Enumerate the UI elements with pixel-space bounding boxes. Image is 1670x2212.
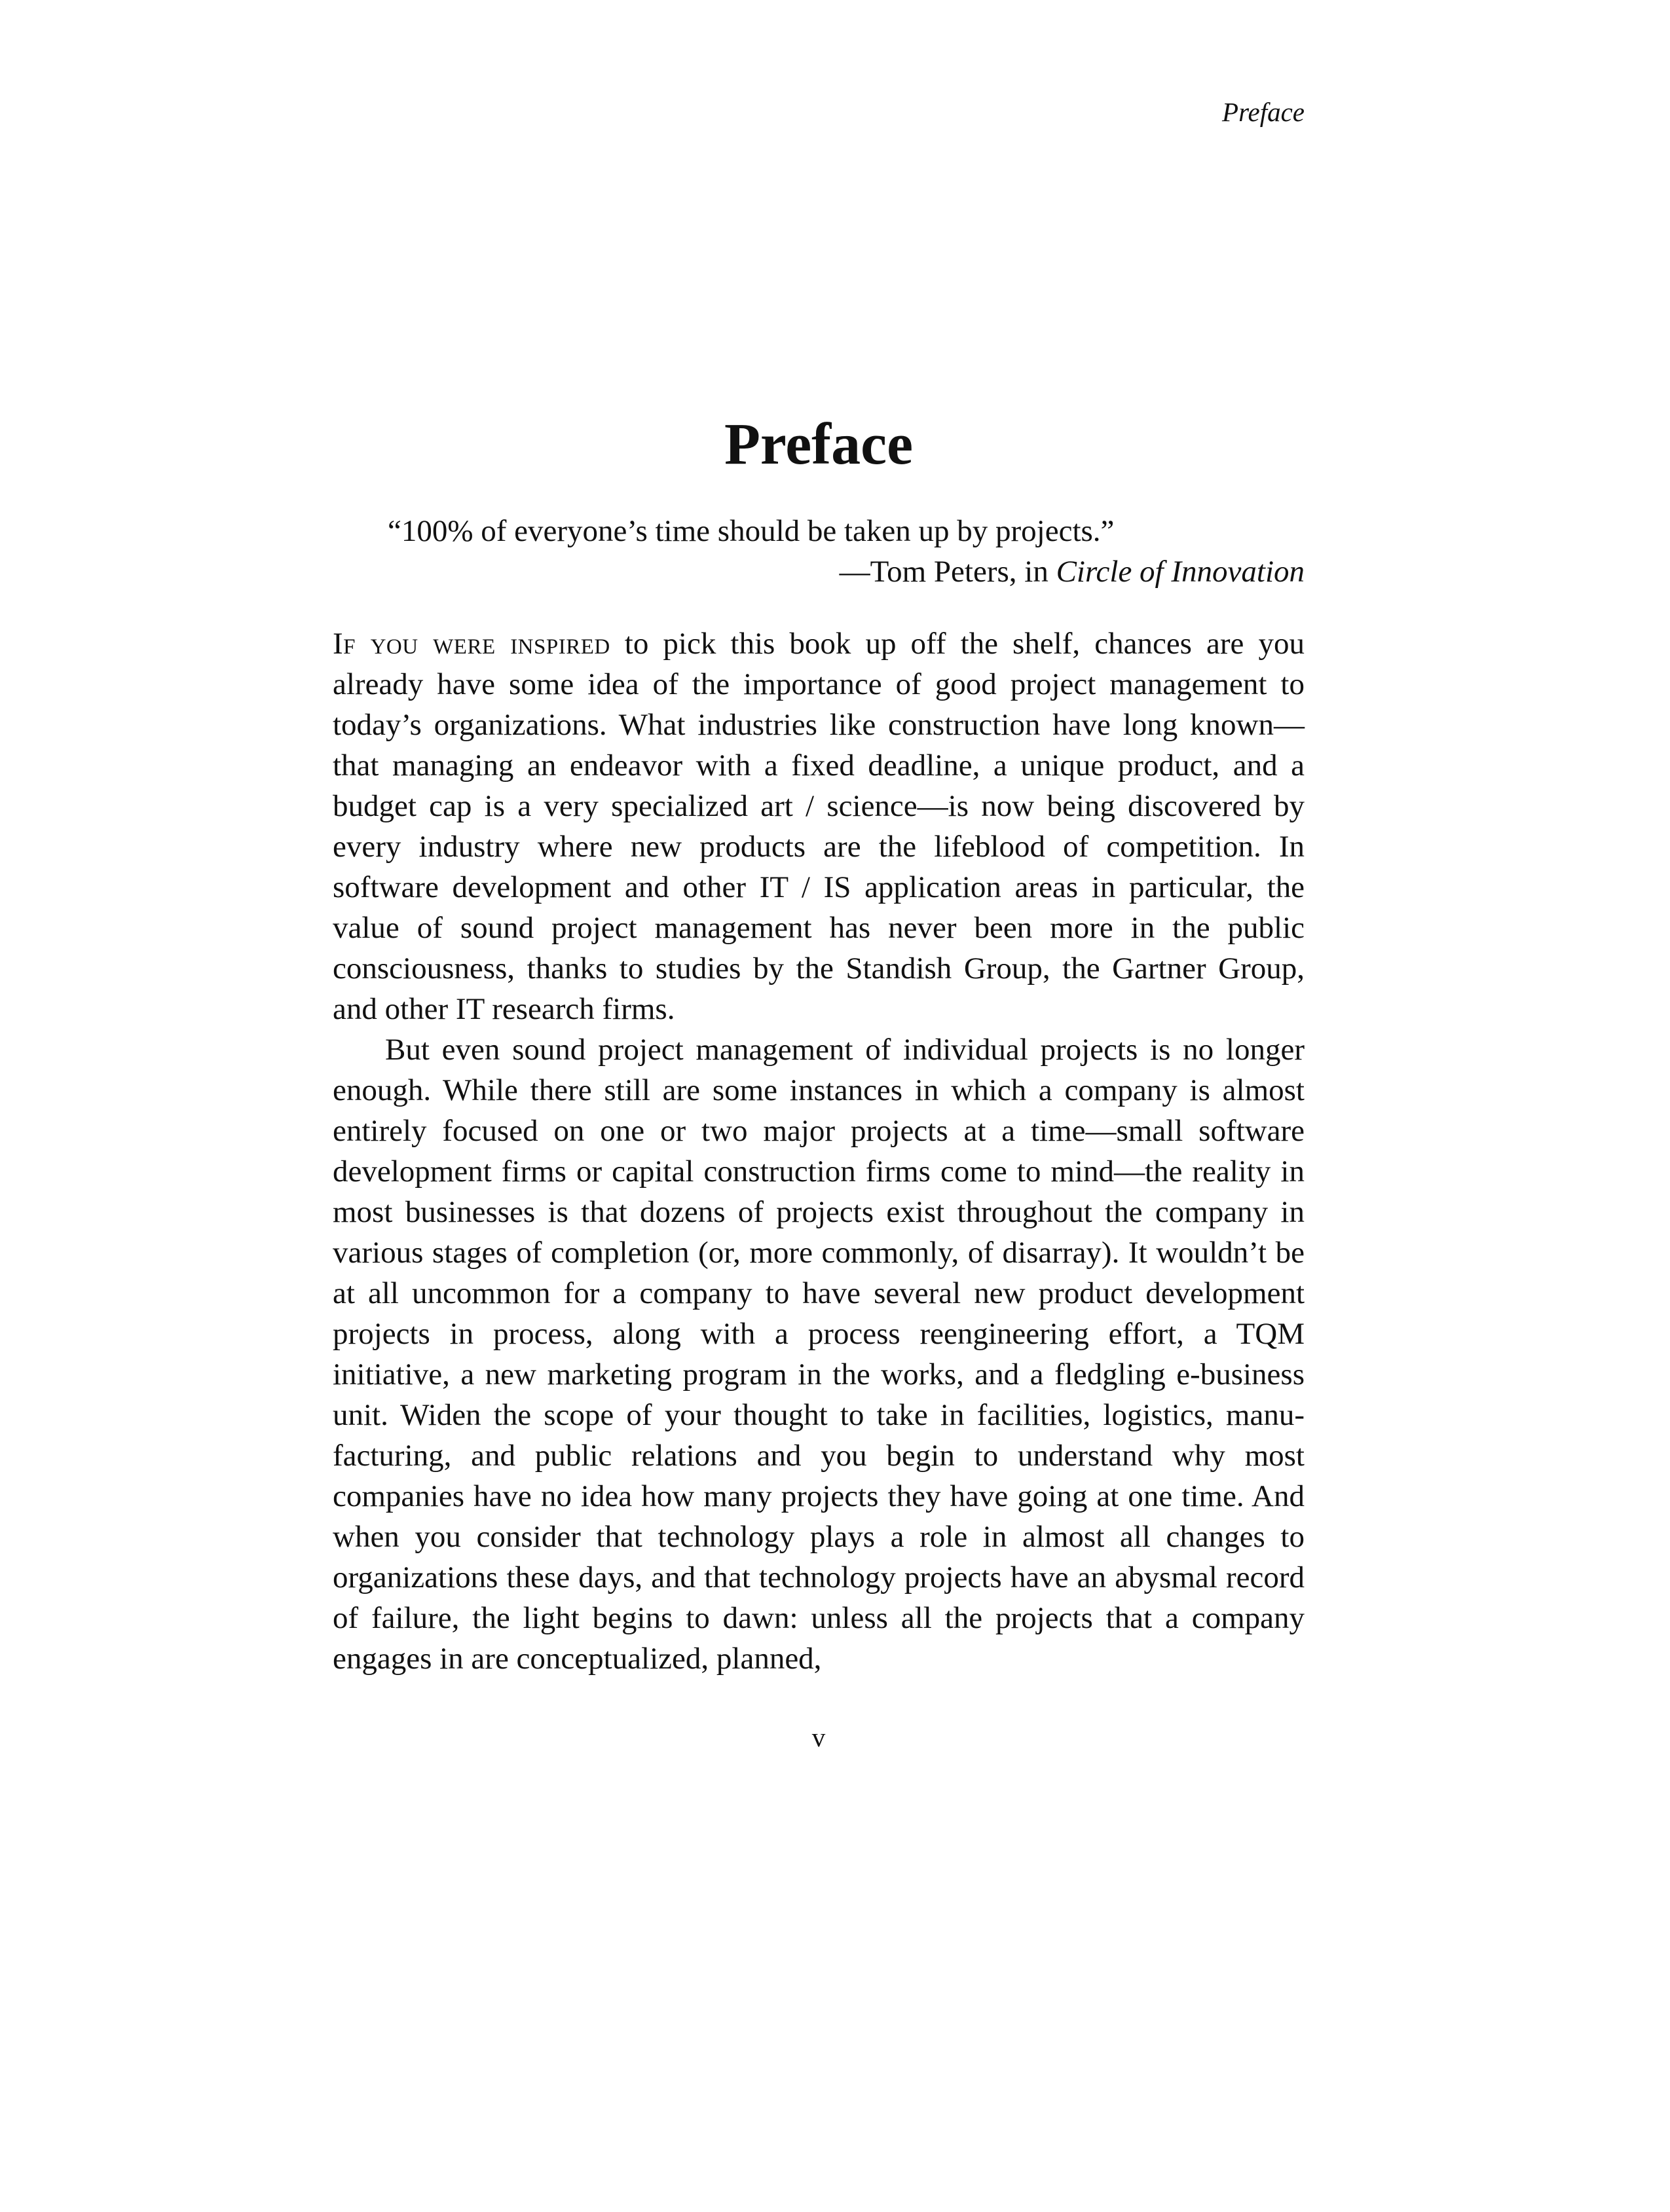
attribution-work-title: Circle of Innovation [1056, 555, 1305, 589]
page-title: Preface [724, 412, 914, 477]
epigraph-quote: “100% of everyone’s time should be taken up by projects.” [388, 514, 1115, 548]
epigraph [333, 511, 1305, 592]
lead-in-small-caps: If you were inspired [333, 627, 610, 661]
epigraph-attribution [333, 551, 1305, 592]
paragraph-1-text: to pick this book up off the shelf, chances are you already have some idea of the importance of good project management to today’s organizations. What industries like construction have long known—that managing an endeavor with a fixed deadline, a unique product, and a budget cap is a very specialized art / science—is now being discovered by every industry where new products are the lifeblood of competition. In software development and other IT / IS application areas in particular, the value of sound project management has never been more in the public consciousness, thanks to studies by the Standish Group, the Gartner Group, and other IT research firms. [333, 627, 1305, 1026]
page-number: v [811, 1722, 826, 1752]
paragraph-1 [333, 623, 1305, 1029]
attribution-author: —Tom Peters, in [839, 555, 1056, 589]
body-text [333, 623, 1305, 1679]
paragraph-2: But even sound project management of individual projects is no longer enough. While there still are some instances in which a company is almost entirely focused on one or two major projects at a time—small software development firms or capital construction firms come to mind—the reality in most businesses is that dozens of projects exist throughout the company in various stages of completion (or, more commonly, of disarray). It wouldn’t be at all uncommon for a company to have several new product development projects in process, along with a process reengineering effort, a TQM initiative, a new marketing program in the works, and a fledgling e-business unit. Widen the scope of your thought to take in facilities, logistics, manufacturing, and public relations and you begin to understand why most companies have no idea how many projects they have going at one time. And when you consider that technology plays a role in almost all changes to organizations these days, and that technology projects have an abysmal record of failure, the light begins to dawn: unless all the projects that a company engages in are conceptualized, planned, [333, 1033, 1305, 1676]
running-head: Preface [1222, 97, 1305, 127]
